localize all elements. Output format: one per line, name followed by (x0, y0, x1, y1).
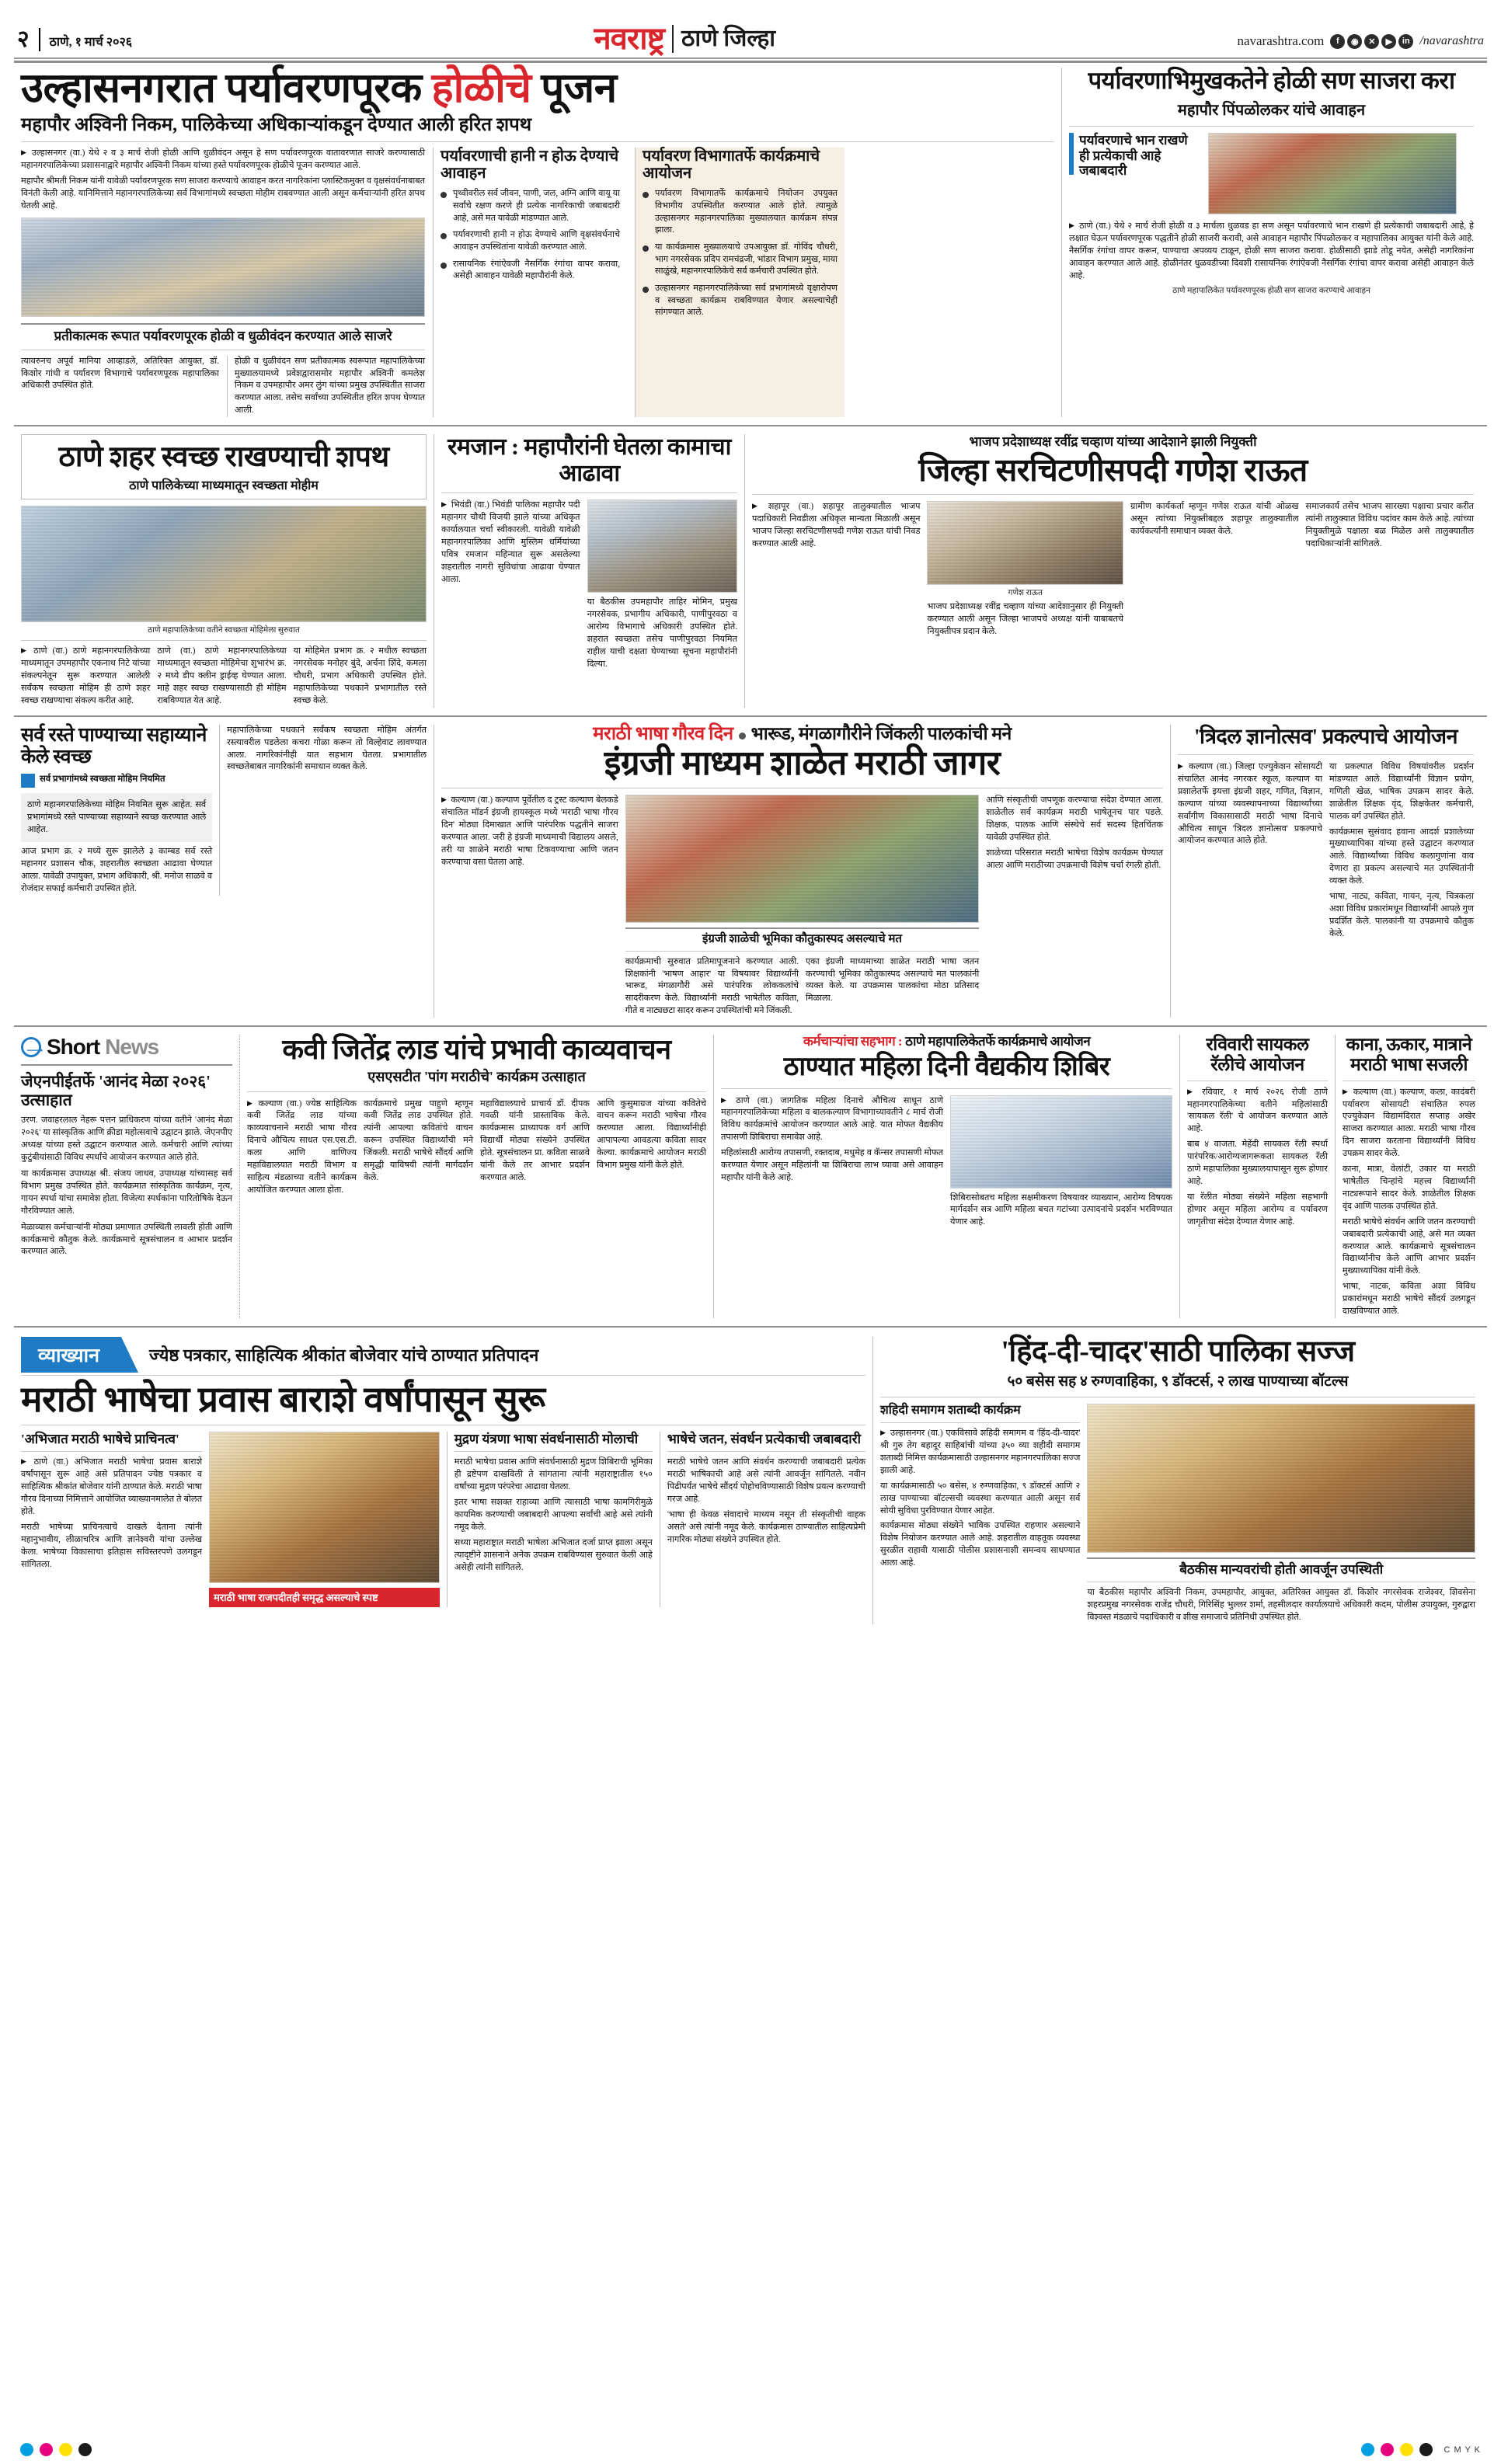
lecture-col3-head: भाषेचे जतन, संवर्धन प्रत्येकाची जबाबदारी (667, 1431, 861, 1446)
marathi-sajali-body-4: भाषा, नाटक, कविता अशा विविध प्रकारांमधून मराठी भाषेचे सौंदर्य उलगडून दाखविण्यात आले. (1342, 1282, 1475, 1317)
thane-clean-caption: ठाणे महापालिकेच्या वतीने स्वच्छता मोहिमेला सुरुवात (148, 626, 300, 635)
social-links (1330, 34, 1413, 49)
x-twitter-icon[interactable]: ✕ (1364, 34, 1379, 49)
reg-dot-black (1419, 2443, 1433, 2456)
thane-clean-subhead: ठाणे पालिकेच्या माध्यमातून स्वच्छता मोहीम (129, 479, 319, 492)
bjp-kicker: भाजप प्रदेशाध्यक्ष रवींद्र चव्हाण यांच्या आदेशाने झाली नियुक्ती (969, 434, 1257, 450)
lecture-col2-head: मुद्रण यंत्रणा भाषा संवर्धनासाठी मोलाची (454, 1431, 639, 1446)
secondary-photo (1208, 133, 1457, 214)
short-news-item-title: जेएनपीईतर्फे 'आनंद मेळा २०२६' उत्साहात (21, 1072, 211, 1110)
lead-photo (21, 218, 425, 317)
secondary-kicker: पर्यावरणाचे भान राखणे ही प्रत्येकाची आहे जबाबदारी (1079, 133, 1188, 179)
poet-body-3: महाविद्यालयाचे प्राचार्य डॉ. दीपक गवळी यांनी प्रास्ताविक केले. कार्यक्रमास प्राध्यापक वर्ग आणि विद्यार्थी मोठ्या संख्येने उपस्थित होते. सूत्रसंचालन प्रा. कविता साळवे यांनी केले तर आभार प्रदर्शन करण्यात आले. (480, 1098, 590, 1182)
short-news-panel (14, 1035, 239, 1318)
marathi-sajali-body-1: ▶ कल्याण (वा.) कल्याण, कला, कादंबरी पर्यावरण सोसायटी संचालित रुपल एज्युकेशन विद्यामंदिरात सप्ताह अखेर साजरा करण्यात आला. मराठी भाषा गौरव दिन साजरा करताना विद्यार्थ्यांनी विविध उपक्रम सादर केले. (1343, 1087, 1475, 1161)
marathi-body-4: आणि संस्कृतीची जपणूक करण्याचा संदेश देण्यात आला. शाळेतील सर्व कार्यक्रम मराठी भाषेतूनच पार पडले. शिक्षक, पालक आणि संस्थेचे सर्व सदस्य हितचिंतक यावेळी उपस्थित होते. (986, 795, 1163, 842)
reg-dot-magenta (1381, 2443, 1394, 2456)
cycle-rally-body-1: ▶ रविवार, १ मार्च २०२६ रोजी ठाणे महानगरपालिकेच्या वतीने महिलांसाठी 'सायकल रॅली' चे आयोजन करण्यात आले आहे. (1187, 1087, 1328, 1136)
chadar-kicker: शहिदी समागम शताब्दी कार्यक्रम (880, 1403, 1021, 1417)
page-number: २ (17, 28, 40, 51)
short-news-item-body: उरण. जवाहरलाल नेहरू पत्तन प्राधिकरण यांच्या वतीने 'आनंद मेळा २०२६' या सांस्कृतिक आणि क्रीडा महोत्सवाचे उद्घाटन झाले. जेएनपीए अध्यक्ष यांच्या हस्ते उद्घाटन करण्यात आले. कर्मचारी आणि त्यांच्या कुटुंबीयांसाठी विविध स्पर्धांचे आयोजन करण्यात आले होते. (21, 1115, 232, 1163)
lead-paragraph-2: महापौर श्रीमती निकम यांनी यावेळी पर्यावरणपूरक सण साजरा करण्याचे आवाहन करत नागरिकांना प्लास्टिकमुक्त व वृक्षसंवर्धनाबाबत विनंती केली आहे. यानिमित्ताने महानगरपालिकेच्या सर्व विभागांमध्ये स्वच्छता मोहीम राबवण्यात आली असून कर्मचाऱ्यांनी हरित शपथ घेतली आहे. (21, 176, 425, 211)
masthead-logo (594, 23, 775, 54)
social-handle[interactable]: /navarashtra (1419, 34, 1484, 47)
chadar-photo (1087, 1404, 1475, 1553)
sidebar-box-1-list (441, 188, 620, 283)
list-item: पर्यावरणाची हानी न होऊ देण्याचे आणि वृक्षसंवर्धनाचे आवाहन उपस्थितांना यावेळी करण्यात आले. (441, 229, 620, 253)
chadar-subhead: ५० बसेस सह ४ रुग्णवाहिका, ९ डॉक्टर्स, २ लाख पाण्याच्या बॉटल्स (1007, 1373, 1349, 1390)
lecture-col2-body-1: मराठी भाषेचा प्रवास आणि संवर्धनासाठी मुद्रण शिबिराची भूमिका ही द्रष्टेपण दाखविली ते सांगताना त्यांनी महाराष्ट्रातील १५० वर्षांच्या मुद्रण परंपरेचा आढावा घेतला. (454, 1457, 653, 1492)
lecture-col3-body-1: मराठी भाषेचे जतन आणि संवर्धन करण्याची जबाबदारी प्रत्येक मराठी भाषिकाची आहे असे त्यांनी आवर्जून सांगितले. नवीन पिढीपर्यंत भाषेचे सौंदर्य पोहोचविण्यासाठी विशेष प्रयत्न करण्याची गरज आहे. (667, 1457, 865, 1505)
lecture-badge-bar (21, 1337, 865, 1373)
reg-dot-black (78, 2443, 92, 2456)
poet-body-4: आणि कुसुमाग्रज यांच्या कवितेचे वाचन करून मराठी भाषेचा गौरव करण्यात आला. विद्यार्थ्यांनीही आपापल्या आवडत्या कविता सादर केल्या. कार्यक्रमाचे आयोजन मराठी विभाग प्रमुख यांनी केले होते. (597, 1098, 706, 1171)
section-row-4 (14, 1035, 1487, 1318)
marathi-sajali-body-2: काना, मात्रा, वेलांटी, उकार या मराठी भाषेतील चिन्हांचे महत्त्व विद्यार्थ्यांनी नाट्यरूपाने सादर केले. शाळेतील शिक्षक वृंद आणि पालक उपस्थित होते. (1342, 1164, 1475, 1211)
story-womens-day-camp (713, 1035, 1179, 1318)
poet-body-2: कार्यक्रमाचे प्रमुख पाहुणे म्हणून कवी जितेंद्र लाड उपस्थित होते. त्यांनी आपल्या कवितांचे वाचन करून उपस्थित विद्यार्थ्यांची मने जिंकली. मराठी भाषेचे सौंदर्य आणि समृद्धी याविषयी त्यांनी मार्गदर्शन केले. (364, 1098, 473, 1182)
lead-subhead: महापौर अश्विनी निकम, पालिकेच्या अधिकाऱ्यांकडून देण्यात आली हरित शपथ (21, 115, 532, 136)
lead-headline-pre: उल्हासनगरात पर्यावरणपूरक (21, 66, 432, 111)
lead-col-mid-text: होळी व धुळीवंदन सण प्रतीकात्मक स्वरूपात महापालिकेच्या मुख्यालयामध्ये प्रवेशद्वारासमोर महापौर अश्विनी कमलेश निकम व उपमहापौर अमर लुंग यांच्या प्रमुख उपस्थितीत साजरा करण्यात आला. तसेच सर्वांच्या उपस्थितीत हरित शपथ घेण्यात आली. (227, 356, 425, 418)
chadar-headline: 'हिंद-दी-चादर'साठी पालिका सज्ज (1001, 1335, 1355, 1368)
registration-bar (0, 2443, 1501, 2456)
lecture-col2-body-3: सध्या महाराष्ट्रात मराठी भाषेला अभिजात दर्जा प्राप्त झाला असून त्यादृष्टीने शासनाने अनेक उपक्रम राबविण्यास सुरुवात केली आहे असेही त्यांनी सांगितले. (454, 1537, 653, 1572)
marathi-photo-caption: इंग्रजी शाळेची भूमिका कौतुकास्पद असल्याचे मत (702, 933, 902, 946)
lead-col-left-text: त्यावरुनच अपूर्व मानिया आव्हाडले, अतिरिक्त आयुक्त, डॉ. किशोर गांधी व पर्यावरण विभागाचे पर्यावरणपूरक महापालिका अधिकारी उपस्थित होते. (21, 356, 219, 391)
story-poet-jitendra-lad (239, 1035, 713, 1318)
secondary-story-environment (1061, 68, 1481, 417)
tridal-body-2: या प्रकल्पात विविध विषयांवरील प्रदर्शन मांडण्यात आले. विद्यार्थ्यांनी विज्ञान प्रयोग, गणिती खेळ, भाषिक उपक्रम सादर केले. शाळेतील शिक्षक वृंद, शिक्षकेतर कर्मचारी, पालक वर्ग उपस्थित होते. (1329, 761, 1474, 821)
marathi-kicker-red: मराठी भाषा गौरव दिन (593, 723, 733, 744)
arrow-right-icon: ⟶ (21, 1037, 41, 1057)
womens-day-kicker-rest: ठाणे महापालिकेतर्फे कार्यक्रमाचे आयोजन (905, 1034, 1091, 1049)
tridal-body-4: भाषा, नाट्य, कविता, गायन, नृत्य, चित्रकला अशा विविध प्रकारांमधून विद्यार्थ्यांनी आपले गुण प्रदर्शित केले. पालकांनी या उपक्रमाचे कौतुक केले. (1329, 892, 1474, 938)
lead-photo-caption: प्रतीकात्मक रूपात पर्यावरणपूरक होळी व धुळीवंदन करण्यात आले साजरे (54, 328, 392, 343)
lecture-headline: मराठी भाषेचा प्रवास बाराशे वर्षांपासून सुरू (21, 1379, 545, 1419)
roads-headline: सर्व रस्ते पाण्याच्या सहाय्याने केले स्वच्छ (21, 724, 207, 767)
lecture-photo-caption: मराठी भाषा राजपदीतही समृद्ध असल्याचे स्पष्ट (209, 1588, 440, 1608)
marathi-photo (625, 795, 980, 923)
lead-paragraph: ▶ उल्हासनगर (वा.) येथे २ व ३ मार्च रोजी होळी आणि धुळीवंदन असून हे सण पर्यावरणपूरक वातावरणात साजरे करण्यासाठी महानगरपालिकेच्या प्रशासनाद्वारे महापौर अश्विनी निकम यांच्या हस्ते पर्यावरणपूरक होळीचे पूजन करण्यात आले. (21, 148, 425, 172)
reg-dot-yellow (59, 2443, 72, 2456)
bjp-body-4: समाजकार्य तसेच भाजप सारख्या पक्षाचा प्रचार करीत त्यांनी तालुक्यात विविध पदांवर काम केले आहे. त्यांच्या नियुक्तीमुळे पक्षाला बळ मिळेल असे तालुक्यातील पदाधिकाऱ्यांनी सांगितले. (1305, 501, 1475, 548)
sidebar-box-2-list (643, 188, 838, 319)
bjp-body-3: ग्रामीण कार्यकर्ता म्हणून गणेश राऊत यांची ओळख असून त्यांच्या नियुक्तीबद्दल शहापूर तालुक्यातील कार्यकर्त्यांनी समाधान व्यक्त केले. (1130, 501, 1299, 536)
section-row-2 (14, 434, 1487, 708)
roads-body-2: आज प्रभाग क्र. २ मध्ये सुरू झालेले ३ काम्बड सर्व रस्ते महानगर प्रशासन चौक, शहरातील स्वच्छता आढावा घेण्यात आला. यावेळी उपायुक्त, प्रभाग अधिकारी, श्री. मनोज साळवे व रोजंदार सफाई कर्मचारी उपस्थित होते. (21, 847, 213, 894)
secondary-body: ▶ ठाणे (वा.) येथे २ मार्च रोजी होळी व ३ मार्चला धुळवड हा सण असून पर्यावरणाचे भान राखणे ही प्रत्येकाची जबाबदारी आहे, हे लक्षात घेऊन पर्यावरणपूरक पद्धतीने होळी साजरी करावी, असे आवाहन महापौर पिंपळोलकर व महापालिका आयुक्त यांनी केले आहे. नैसर्गिक रंगांचा वापर करून, पाण्याचा अपव्यय टाळून, होळी सण साजरा करावा. होळीसाठी झाडे तोडू नयेत, असेही नागरिकांना आवाहन करण्यात आले आहे. होळीनंतर धुळवडीच्या दिवशी रासायनिक रंगांऐवजी नैसर्गिक रंगांचा वापर करावा असेही आवाहन केले आहे. (1069, 221, 1474, 283)
instagram-icon[interactable]: ◉ (1347, 34, 1362, 49)
chadar-body-4: या बैठकीस महापौर अश्विनी निकम, उपमहापौर, आयुक्त, अतिरिक्त आयुक्त डॉ. किशोर नगरसेवक राजेश्वर, शिवसेना शहरप्रमुख नगरसेवक राजेंद्र चौधरी, गिरिसिंह भुल्लर शर्मा, तहसीलदार कार्यालयाचे अधिकारी कदम, पोलीस उपायुक्त, गुरुद्वारा विश्वस्त मंडळाचे पदाधिकारी व शीख समाजाचे प्रतिनिधी उपस्थित होते. (1087, 1588, 1475, 1623)
roads-note: सर्व प्रभागांमध्ये स्वच्छता मोहिम नियमित (40, 774, 165, 784)
lecture-col3-body-2: 'भाषा ही केवळ संवादाचे माध्यम नसून ती संस्कृतीची वाहक असते' असे त्यांनी नमूद केले. कार्यक्रमास ठाण्यातील साहित्यप्रेमी नागरिक मोठ्या संख्येने उपस्थित होते. (667, 1510, 865, 1544)
chadar-body-3: कार्यक्रमास मोठ्या संख्येने भाविक उपस्थित राहणार असल्याने विशेष नियोजन करण्यात आले आहे. शहरातील वाहतूक व्यवस्था सुरळीत राहावी यासाठी पोलीस प्रशासनाशी समन्वय साधण्यात आला आहे. (880, 1521, 1081, 1568)
marathi-body-5: शाळेच्या परिसरात मराठी भाषेचा विशेष कार्यक्रम घेण्यात आला आणि मराठीच्या उपक्रमाची विशेष चर्चा रंगली होती. (986, 847, 1163, 870)
womens-day-photo (950, 1095, 1172, 1188)
lead-sidebar-box-1 (433, 148, 627, 417)
list-item: या कार्यक्रमास मुख्यालयाचे उपआयुक्त डॉ. गोविंद चौधरी, भाग नगरसेवक प्रदिप रामचंद्रजी, भांडार विभाग प्रमुख, माया साळुंखे, महानगरपालिकेचे सर्व कर्मचारी उपस्थित होते. (643, 242, 838, 278)
secondary-headline: पर्यावरणाभिमुखकतेने होळी सण साजरा करा (1088, 67, 1455, 94)
reg-dot-cyan (20, 2443, 33, 2456)
website-url[interactable]: navarashtra.com (1237, 33, 1325, 48)
roads-body-3: महापालिकेच्या पथकाने सर्वंकष स्वच्छता मोहिम अंतर्गत रस्त्यावरील पडलेला कचरा गोळा करून तो विल्हेवाट लावण्यात आला. नागरिकांनीही यात सहभाग घेतला. प्रभागातील स्वच्छतेबाबत नागरिकांनी समाधान व्यक्त केले. (219, 725, 427, 896)
facebook-icon[interactable]: f (1330, 34, 1345, 49)
ramzan-body-1: ▶ भिवंडी (वा.) भिवंडी पालिका महापौर पदी महानगर चौथी विजयी झाले यांच्या अधिकृत कार्यालयात चर्चा स्वीकारली. यावेळी यावेळी महानगरपालिका आणि मुस्लिम धर्मियांच्या पवित्र रमजान महिन्यात सुरू असलेल्या शहरातील नागरी सुविधांचा आढावा घेण्यात आला. (441, 499, 580, 670)
ramzan-headline: रमजान : महापौरांनी घेतला कामाचा आढावा (448, 434, 731, 486)
list-item: उल्हासनगर महानगरपालिकेच्या सर्व प्रभागांमध्ये वृक्षारोपण व स्वच्छता कार्यक्रम राबविण्यात येणार असल्याचेही सांगण्यात आले. (643, 283, 838, 319)
masthead-rule (14, 57, 1487, 63)
cycle-rally-body-2: बाब ४ वाजता. मेहेंदी सायकल रॅली स्पर्धा पारंपरिक/आरोग्यजागरूकता सायकल रॅली ठाणे महापालिका मुख्यालयापासून सुरू होणार आहे. (1187, 1140, 1328, 1186)
sidebar-box-2-title: पर्यावरण विभागातर्फे कार्यक्रमाचे आयोजन (643, 148, 820, 183)
bjp-headline: जिल्हा सरचिटणीसपदी गणेश राऊत (918, 451, 1308, 488)
chadar-body-2: या कार्यक्रमासाठी ५० बसेस, ४ रुग्णवाहिका, ९ डॉक्टर्स आणि २ लाख पाण्याच्या बॉटल्सची व्यवस्था करण्यात आली असून सर्व सोयी सुविधा पुरविण्यात येणार आहेत. (880, 1481, 1081, 1516)
story-hind-di-chadar (872, 1337, 1482, 1624)
reg-dot-yellow (1400, 2443, 1413, 2456)
registration-dots-right (1361, 2443, 1433, 2456)
marathi-headline: इंग्रजी माध्यम शाळेत मराठी जागर (604, 744, 1001, 783)
linkedin-icon[interactable]: in (1398, 34, 1413, 49)
section-row-3 (14, 725, 1487, 1018)
lead-story-main (14, 68, 1061, 417)
roads-body-1: ठाणे महानगरपालिकेच्या मोहिम नियमित सुरू आहेत. सर्व प्रभागांमध्ये रस्ते पाण्याच्या सहाय्याने स्वच्छ करण्यात आले आहेत. (27, 799, 207, 834)
short-news-title-primary: Short (47, 1035, 100, 1060)
lecture-body-1: ▶ ठाणे (वा.) अभिजात मराठी भाषेचा प्रवास बाराशे वर्षांपासून सुरू आहे असे प्रतिपादन ज्येष्ठ पत्रकार व साहित्यिक श्रीकांत बोजेवार यांनी ठाण्यात केले. मराठी भाषा गौरव दिनाच्या निमित्ताने आयोजित व्याख्यानमालेत ते बोलत होते. (21, 1456, 202, 1519)
lecture-badge: व्याख्यान (21, 1337, 121, 1373)
lecture-side-head: 'अभिजात मराठी भाषेचे प्राचिनत्व' (21, 1431, 179, 1446)
ramzan-body-2: या बैठकीस उपमहापौर ताहिर मोमिन, प्रमुख नगरसेवक, प्रभागीय अधिकारी, पाणीपुरवठा व आरोग्य विभागाचे अधिकारी उपस्थित होते. शहरात स्वच्छता तसेच पाणीपुरवठा नियमित राहील याची दक्षता घेण्याच्या सूचना महापौरांनी दिल्या. (587, 597, 737, 669)
poet-subhead: एसएसटीत 'पांग मराठीचे' कार्यक्रम उत्साहात (367, 1068, 586, 1084)
marathi-sajali-headline: काना, ऊकार, मात्राने मराठी भाषा सजली (1346, 1035, 1472, 1074)
list-item: पृथ्वीवरील सर्व जीवन, पाणी, जल, अग्नि आणि वायू या सर्वांचे रक्षण करणे ही प्रत्येक नागरिकाची जबाबदारी आहे, असे मत यावेळी मांडण्यात आले. (441, 188, 620, 224)
short-news-item-body-2: या कार्यक्रमास उपाध्यक्ष श्री. संजय जाधव, उपाध्यक्ष यांच्यासह सर्व विभाग प्रमुख उपस्थित होते. कार्यक्रमात सांस्कृतिक कार्यक्रम, नृत्य, गायन स्पर्धा यांचा समावेश होता. विजेत्या स्पर्धकांना पारितोषिके देऊन गौरविण्यात आले. (21, 1169, 232, 1216)
ramzan-photo (587, 499, 737, 593)
marathi-kicker-rest: भारूड, मंगळागौरीने जिंकली पालकांची मने (750, 723, 1012, 743)
story-roads-cleaned (14, 725, 434, 1018)
marathi-body-1: ▶ कल्याण (वा.) कल्याण पूर्वेतील द ट्रस्ट कल्याण बेलकडे संचालित मॉडर्न इंग्रजी हायस्कूल मध्ये 'मराठी भाषा गौरव दिन' मोठ्या दिमाखात आणि पारंपरिक पद्धतीने साजरा करण्यात आला. जरी हे इंग्रजी माध्यमाची विद्यालय असले, तरी या शाळेने मराठी भाषा टिकवण्याचा आणि जतन करण्याचा वसा घेतला आहे. (441, 795, 618, 868)
story-thane-clean (14, 434, 434, 708)
edition-date: ठाणे, १ मार्च २०२६ (49, 36, 133, 49)
reg-dot-cyan (1361, 2443, 1374, 2456)
edition-name: ठाणे जिल्हा (681, 26, 776, 51)
lead-headline (21, 68, 1054, 110)
lead-headline-highlight: होळीचे (431, 66, 531, 111)
poet-body-1: ▶ कल्याण (वा.) ज्येष्ठ साहित्यिक कवी जितेंद्र लाड यांच्या काव्यवाचनाने मराठी भाषा गौरव दिनाचे औचित्य साधत एस.एस.टी. कला आणि वाणिज्य महाविद्यालयात मराठी विभाग व साहित्य मंडळाच्या वतीने कार्यक्रम आयोजित करण्यात आला होता. (247, 1098, 357, 1197)
list-item: पर्यावरण विभागातर्फे कार्यक्रमाचे नियोजन उपयुक्त विभागीय उपस्थितीत करण्यात आले होते. त्यामुळे उल्हासनगर महानगरपालिका मुख्यालयात कार्यक्रम संपन्न झाला. (643, 188, 838, 237)
lecture-photo (209, 1432, 440, 1583)
cycle-rally-body-3: या रॅलीत मोठ्या संख्येने महिला सहभागी होणार असून महिला आरोग्य व पर्यावरण जागृतीचा संदेश देण्यात येणार आहे. (1187, 1192, 1328, 1227)
tridal-body-1: ▶ कल्याण (वा.) जिल्हा एज्युकेशन सोसायटी संचालित आनंद नगरकर स्कूल, कल्याण या प्रशालेतर्फे इयत्ता इंग्रजी शहर, गणित, विज्ञान, कल्याण यांच्या व्यवस्थापनाच्या विद्यार्थ्यांच्या सर्वांगीण विकासासाठी मराठी भाषा दिनाचे औचित्य साधून 'त्रिदल ज्ञानोत्सव' प्रकल्पाचे आयोजन करण्यात आले होते. (1178, 761, 1322, 941)
bjp-body-2: भाजप प्रदेशाध्यक्ष रवींद्र चव्हाण यांच्या आदेशानुसार ही नियुक्ती करण्यात आली असून जिल्हा भाजपचे अध्यक्ष यांनी याबाबतचे नियुक्तीपत्र प्रदान केले. (927, 601, 1124, 636)
lecture-col2-body-2: इतर भाषा सशक्त राहाव्या आणि त्यासाठी भाषा कामगिरीमुळे कायमिक करण्याची जबाबदारी आपल्या सर्वांची आहे असे त्यांनी नमूद केले. (454, 1498, 653, 1532)
tridal-headline: 'त्रिदल ज्ञानोत्सव' प्रकल्पाचे आयोजन (1193, 724, 1458, 748)
thane-clean-body-2: ठाणे (वा.) ठाणे महानगरपालिकेच्या माध्यमातून स्वच्छता मोहिमेचा शुभारंभ क्र. २ मध्ये डीप क्लीन ड्राईव्ह घेण्यात आला. माहे शहर स्वच्छ राखण्यासाठी ही मोहिम राबविण्यात येत आहे. (157, 646, 287, 705)
story-tridal-gyanotsav (1170, 725, 1481, 1018)
masthead-left (17, 28, 132, 51)
brand-divider (672, 25, 674, 53)
womens-day-body-2: महिलांसाठी आरोग्य तपासणी, रक्तदाब, मधुमेह व कॅन्सर तपासणी मोफत करण्यात येणार असून महिलांनी या शिबिराचा लाभ घ्यावा असे आवाहन महापौर यांनी केले आहे. (721, 1148, 943, 1182)
story-lecture-marathi (14, 1337, 872, 1624)
lecture-badge-text: ज्येष्ठ पत्रकार, साहित्यिक श्रीकांत बोजेवार यांचे ठाण्यात प्रतिपादन (149, 1345, 539, 1365)
marathi-sajali-body-3: मराठी भाषेचे संवर्धन आणि जतन करण्याची जबाबदारी प्रत्येकाची आहे, असे मत व्यक्त करण्यात आले. कार्यक्रमाचे सूत्रसंचालन विद्यार्थ्यांनीच केले आणि आभार प्रदर्शन मुख्याध्यापिका यांनी केले. (1342, 1216, 1475, 1276)
secondary-subhead: महापौर पिंपळोलकर यांचे आवाहन (1177, 102, 1366, 120)
brand-name: नवराष्ट्र (594, 21, 664, 56)
womens-day-body-1: ▶ ठाणे (वा.) जागतिक महिला दिनाचे औचित्य साधून ठाणे महानगरपालिकेच्या महिला व बालकल्याण विभागाच्यावतीने ८ मार्च रोजी विविध कार्यक्रमांचे आयोजन करण्यात आले आहे. यात मोफत वैद्यकीय तपासणी शिबिराचा समावेश आहे. (721, 1095, 943, 1145)
marathi-body-2: कार्यक्रमाची सुरुवात प्रतिमापूजनाने करण्यात आली. शिक्षकांनी 'भाषण आहार' या विषयावर विद्यार्थ्यांनी भारूड, मंगळागौरी असे पारंपरिक लोककलांचे सादरीकरण केले. विद्यार्थ्यांनी मराठी भाषेतील कविता, गीते व नाट्यछटा सादर करून उपस्थितांची मने जिंकली. (625, 956, 799, 1016)
thane-clean-headline: ठाणे शहर स्वच्छ राखण्याची शपथ (58, 441, 389, 474)
story-marathi-jaagar (434, 725, 1170, 1018)
chadar-photo-caption: बैठकीस मान्यवरांची होती आवर्जून उपस्थिती (1179, 1561, 1384, 1577)
poet-headline: कवी जितेंद्र लाड यांचे प्रभावी काव्यवाचन (282, 1034, 671, 1066)
masthead-right (1237, 33, 1484, 51)
cmyk-label: C M Y K (1444, 2445, 1481, 2455)
lead-headline-post: पूजन (531, 66, 617, 111)
secondary-photo-caption: ठाणे महापालिकेत पर्यावरणपूरक होळी सण साजरा करण्याचे आवाहन (1172, 286, 1370, 295)
lead-sidebar-box-2 (635, 148, 845, 417)
list-item: रासायनिक रंगांऐवजी नैसर्गिक रंगांचा वापर करावा, असेही आवाहन यावेळी महापौरांनी केले. (441, 259, 620, 283)
story-bjp-appointment (744, 434, 1481, 708)
thane-clean-body-3: या मोहिमेत प्रभाग क्र. २ मधील स्वच्छता नगरसेवक मनोहर बुंदे, अर्चना शिंदे, कमला चौधरी, प्रभाग अधिकारी उपस्थित होते. महापालिकेच्या पथकाने प्रभागातील रस्ते स्वच्छ केले. (293, 646, 427, 705)
lecture-body-2: मराठी भाषेच्या प्राचिनत्वाचे दाखले देताना त्यांनी महानुभावीय, लीळाचरित्र आणि ज्ञानेश्वरी यांचा उल्लेख केला. भाषेच्या विकासाचा इतिहास सविस्तरपणे उलगडून सांगितला. (21, 1522, 203, 1569)
womens-day-kicker-red: कर्मचाऱ्यांचा सहभाग : (803, 1034, 903, 1049)
youtube-icon[interactable]: ▶ (1381, 34, 1396, 49)
bjp-photo-ganesh (927, 501, 1123, 585)
story-cycle-rally-and-marathi (1179, 1035, 1482, 1318)
short-news-item-body-3: मेळाव्यास कर्मचाऱ्यांनी मोठ्या प्रमाणात उपस्थिती लावली होती आणि कार्यक्रमाचे कौतुक केले. कार्यक्रमाचे सूत्रसंचालन व आभार प्रदर्शन करण्यात आले. (21, 1222, 232, 1257)
bjp-caption-ganesh: गणेश राऊत (1008, 588, 1043, 597)
story-ramzan-review (434, 434, 744, 708)
sidebar-box-1-title: पर्यावरणाची हानी न होऊ देण्याचे आवाहन (441, 148, 619, 183)
womens-day-body-3: शिबिरासोबतच महिला सक्षमीकरण विषयावर व्याख्यान, आरोग्य विषयक मार्गदर्शन सत्र आणि महिला बचत गटांच्या उत्पादनांचे प्रदर्शन भरविण्यात येणार आहे. (950, 1192, 1172, 1227)
short-news-title-secondary: News (105, 1035, 159, 1060)
thane-clean-photo (21, 506, 427, 622)
bjp-body-1: ▶ शहापूर (वा.) शहापूर तालुक्यातील भाजप पदाधिकारी निवडीला अधिकृत मान्यता मिळाली असून भाजप जिल्हा सरचिटणीसपदी गणेश राऊत यांची निवड करण्यात आली आहे. (752, 501, 920, 639)
cycle-rally-headline: रविवारी सायकल रॅलीचे आयोजन (1206, 1035, 1309, 1074)
kicker-bullet-icon (739, 733, 746, 740)
section-row-5 (14, 1337, 1487, 1624)
reg-dot-magenta (40, 2443, 53, 2456)
masthead (14, 11, 1487, 56)
section-lead-story (14, 68, 1487, 417)
registration-dots-left (20, 2443, 92, 2456)
roads-note-marker (21, 774, 35, 788)
tridal-body-3: कार्यक्रमास सुसंवाद हवाना आदर्श प्रशालेच्या मुख्याध्यापिका यांच्या हस्ते उद्घाटन करण्यात आले. विद्यार्थ्यांच्या विविध कलागुणांना वाव देणारा हा प्रकल्प असल्याचे मत उपस्थितांनी व्यक्त केले. (1329, 827, 1474, 886)
thane-clean-body-1: ▶ ठाणे (वा.) ठाणे महानगरपालिकेच्या माध्यमातून उपमहापौर एकनाथ निटे यांच्या संकल्पनेतून सुरू करण्यात आलेली सर्वंकष स्वच्छता मोहिम ही ठाणे शहर स्वच्छ राखण्याचा संकल्प करीत आहे. (21, 646, 150, 708)
chadar-body-1: ▶ उल्हासनगर (वा.) एकविसावे शहिदी समागम व 'हिंद-दी-चादर' श्री गुरु तेग बहादूर साहिबांची यांच्या ३५० व्या शहीदी समागम शताब्दी निमित्त कार्यक्रमासाठी उल्हासनगर महानगरपालिका सज्ज झाली आहे. (880, 1428, 1080, 1477)
marathi-body-3: एका इंग्रजी माध्यमाच्या शाळेत मराठी भाषा जतन करण्याची भूमिका कौतुकास्पद असल्याचे मत पालकांनी व्यक्त केले. या उपक्रमास पालकांचा मोठा प्रतिसाद मिळाला. (806, 956, 980, 1004)
womens-day-headline: ठाण्यात महिला दिनी वैद्यकीय शिबिर (783, 1053, 1110, 1082)
